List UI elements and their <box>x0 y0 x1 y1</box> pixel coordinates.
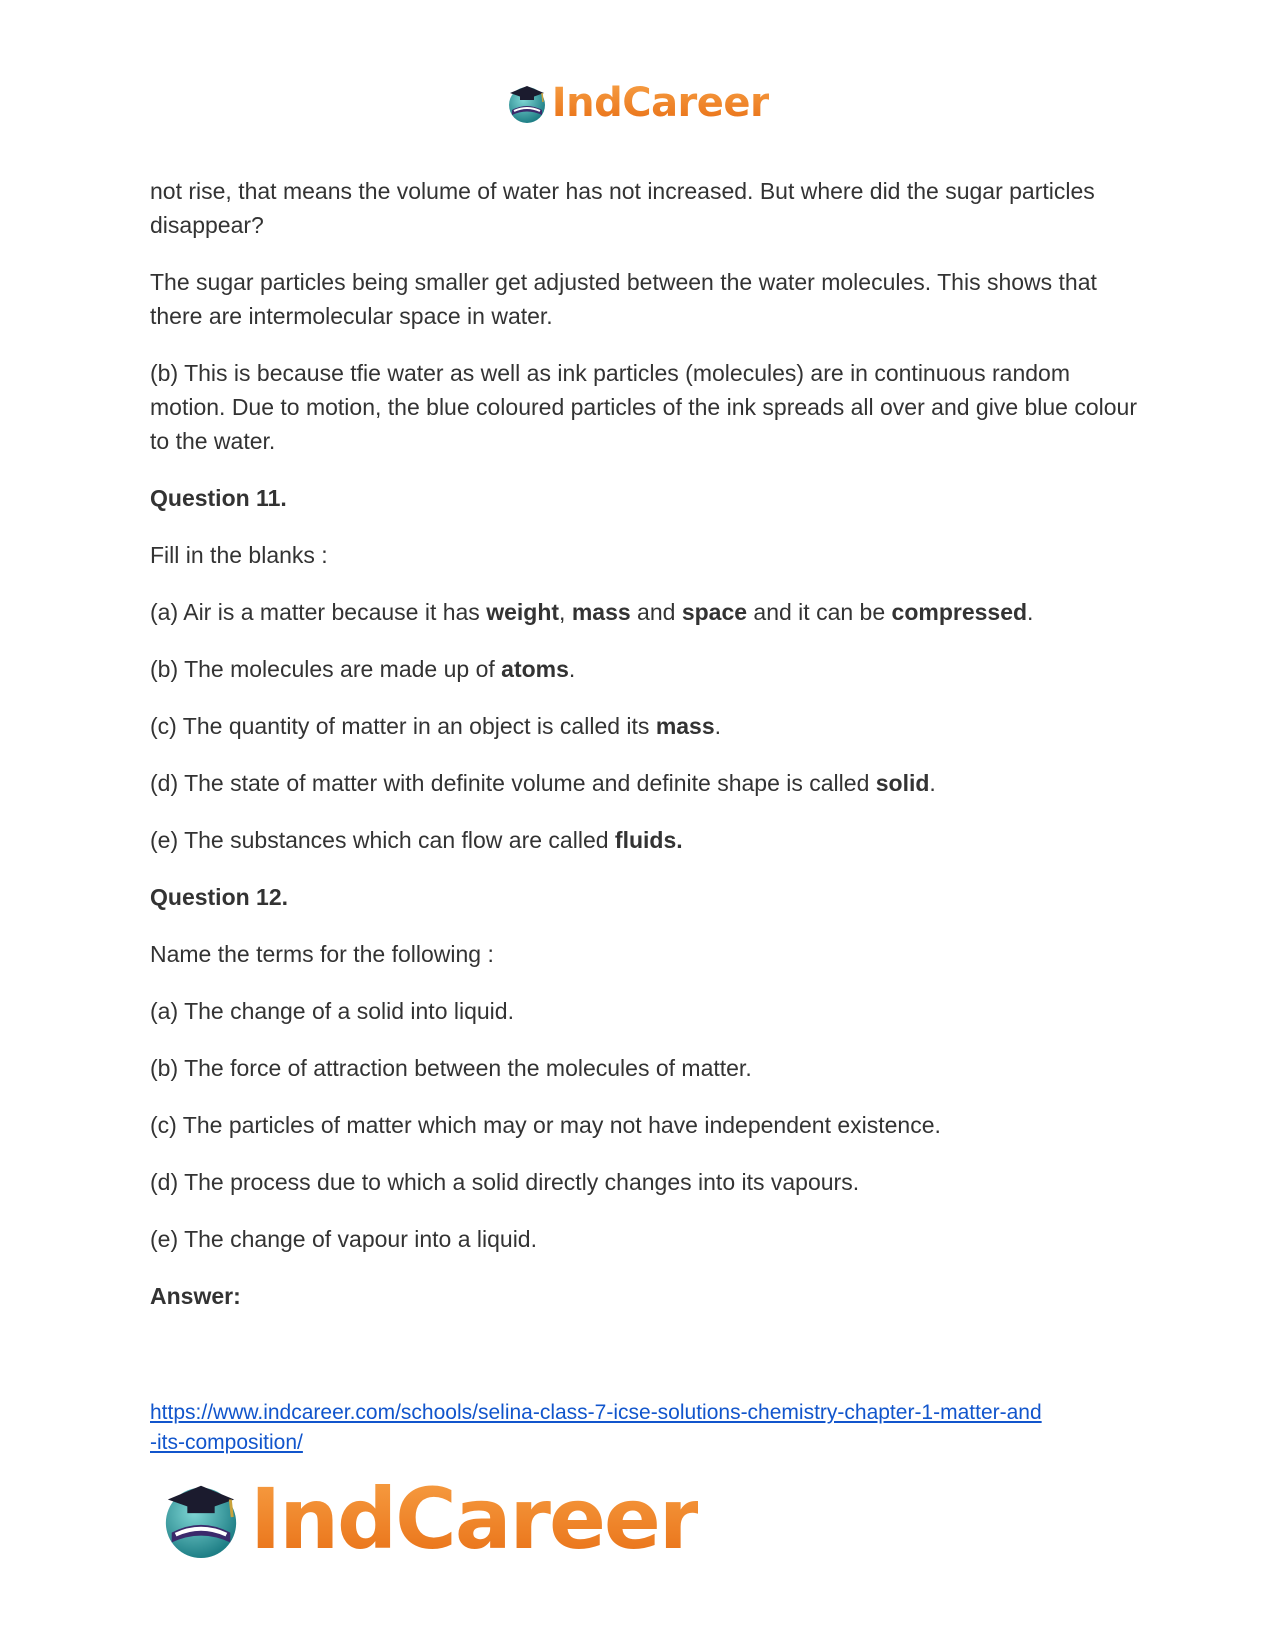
text-run: . <box>568 656 576 682</box>
question-12-item-c: (c) The particles of matter which may or may not have independent existence. <box>150 1112 941 1138</box>
question-12-item-e: (e) The change of vapour into a liquid. <box>150 1226 537 1252</box>
source-link[interactable] <box>150 1401 1042 1454</box>
question-11-item-e <box>150 823 1140 857</box>
text-run: , <box>559 599 572 625</box>
question-11-item-c <box>150 709 1140 743</box>
header <box>0 80 1275 126</box>
document-body <box>150 174 1140 1336</box>
question-11-item-b <box>150 652 1140 686</box>
text-run: . <box>1027 599 1034 625</box>
question-12-intro: Name the terms for the following : <box>150 941 494 967</box>
text-run: and <box>630 599 682 625</box>
graduation-globe-icon <box>506 82 548 124</box>
text-run: . <box>714 713 722 739</box>
paragraph: The sugar particles being smaller get adjusted between the water molecules. This shows that there are intermolecular space in water. <box>150 269 1097 329</box>
text-run: . <box>929 770 936 796</box>
paragraph: (b) This is because tfie water as well as ink particles (molecules) are in continuous random motion. Due to motion, the blue coloured particles of the ink spreads all over and give blue colour to the water. <box>150 360 1138 454</box>
answer-heading: Answer: <box>150 1283 241 1309</box>
text-run: (e) The substances which can flow are called <box>150 827 615 853</box>
bold-answer: weight <box>486 599 560 625</box>
bold-answer: mass <box>571 599 631 625</box>
text-run: (d) The state of matter with definite volume and definite shape is called <box>150 770 876 796</box>
question-12-item-a: (a) The change of a solid into liquid. <box>150 998 514 1024</box>
bold-answer: compressed <box>891 599 1028 625</box>
text-run: (a) Air is a matter because it has <box>150 599 487 625</box>
question-11-item-a <box>150 595 1140 629</box>
bold-answer: fluids. <box>614 827 683 853</box>
indcareer-logo-large <box>160 1470 698 1568</box>
text-run: and it can be <box>747 599 892 625</box>
bold-answer: solid <box>875 770 930 796</box>
footer-logo-block <box>160 1470 698 1568</box>
question-11-heading: Question 11. <box>150 485 287 511</box>
bold-answer: space <box>681 599 748 625</box>
question-12-heading: Question 12. <box>150 884 289 910</box>
text-run: (c) The quantity of matter in an object is called its <box>150 713 656 739</box>
text-run: (b) The molecules are made up of <box>150 656 502 682</box>
source-link-line-2: -its-composition/ <box>150 1431 303 1454</box>
indcareer-logo <box>506 80 770 126</box>
bold-answer: atoms <box>501 656 569 682</box>
logo-wordmark-large: IndCareer <box>250 1470 699 1568</box>
graduation-globe-icon <box>160 1478 242 1560</box>
bold-answer: mass <box>655 713 715 739</box>
logo-wordmark: IndCareer <box>551 80 770 126</box>
source-link-line-1: https://www.indcareer.com/schools/selina-class-7-icse-solutions-chemistry-chapter-1-matter-and <box>150 1401 1042 1424</box>
question-11-intro: Fill in the blanks : <box>150 542 328 568</box>
question-12-item-b: (b) The force of attraction between the molecules of matter. <box>150 1055 752 1081</box>
question-11-item-d <box>150 766 1140 800</box>
source-link-block <box>150 1398 1150 1458</box>
question-12-item-d: (d) The process due to which a solid directly changes into its vapours. <box>150 1169 860 1195</box>
paragraph: not rise, that means the volume of water has not increased. But where did the sugar particles disappear? <box>150 178 1095 238</box>
